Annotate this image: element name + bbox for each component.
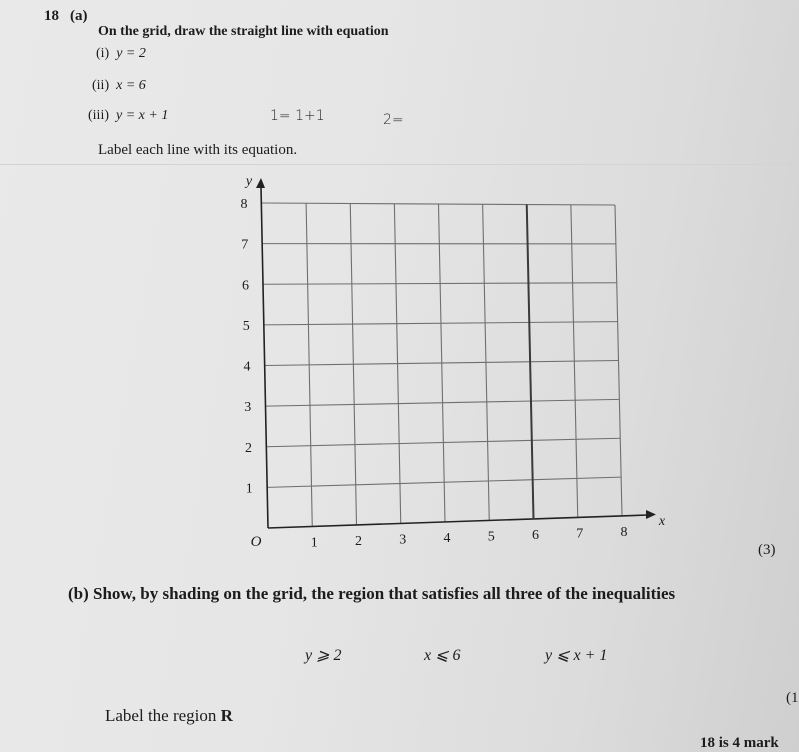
part-a-prompt: On the grid, draw the straight line with equation (98, 24, 389, 39)
y-axis (261, 187, 268, 528)
x-tick-4: 4 (443, 531, 451, 546)
label-region-instruction (105, 706, 233, 726)
x-tick-6: 6 (532, 528, 539, 543)
y-tick-8: 8 (240, 197, 248, 212)
part-a-marks: (3) (758, 542, 776, 558)
x-axis-arrow (646, 510, 656, 519)
handwritten-working-1: 1= 1+1 (270, 108, 325, 124)
x-axis (268, 515, 648, 528)
item-iii-label: (iii) (88, 108, 109, 123)
axes (256, 178, 656, 528)
label-instruction: Label each line with its equation. (98, 142, 298, 158)
inequality-1: y ⩾ 2 (305, 647, 342, 664)
y-tick-5: 5 (242, 318, 250, 334)
x-tick-3: 3 (399, 532, 407, 548)
tick-labels (241, 174, 666, 551)
x-tick-2: 2 (355, 534, 362, 549)
part-b-marks: (1 (786, 690, 799, 706)
inequality-2: x ⩽ 6 (424, 647, 461, 664)
grid-horizontal-6 (264, 283, 617, 285)
question-number: 18 (44, 8, 59, 24)
origin-label: O (250, 534, 262, 550)
x-tick-5: 5 (487, 529, 495, 545)
y-tick-7: 7 (241, 237, 249, 253)
y-tick-1: 1 (245, 481, 253, 497)
y-tick-6: 6 (242, 278, 249, 294)
handwritten-working-2: 2= (383, 112, 404, 128)
item-i-equation: y = 2 (116, 46, 146, 61)
item-iii-equation: y = x + 1 (116, 108, 169, 123)
y-tick-2: 2 (245, 440, 252, 456)
x-axis-label: x (658, 514, 666, 529)
x-tick-8: 8 (620, 525, 628, 540)
y-axis-arrow (256, 178, 265, 188)
region-letter: R (220, 706, 233, 725)
x-tick-7: 7 (576, 526, 584, 542)
part-b-prompt: (b) Show, by shading on the grid, the region that satisfies all three of the inequalities (68, 584, 676, 603)
x-tick-1: 1 (310, 535, 318, 551)
y-tick-3: 3 (244, 400, 252, 416)
grid-lines (262, 203, 622, 527)
item-i-label: (i) (96, 46, 110, 61)
item-ii-label: (ii) (92, 78, 110, 93)
y-axis-label: y (245, 174, 253, 189)
inequality-3: y ⩽ x + 1 (545, 647, 608, 664)
item-ii-equation: x = 6 (116, 78, 146, 93)
part-a-label: (a) (70, 8, 88, 24)
total-marks: 18 is 4 mark (700, 735, 779, 751)
y-tick-4: 4 (243, 359, 251, 375)
label-region-text: Label the region (105, 706, 217, 725)
